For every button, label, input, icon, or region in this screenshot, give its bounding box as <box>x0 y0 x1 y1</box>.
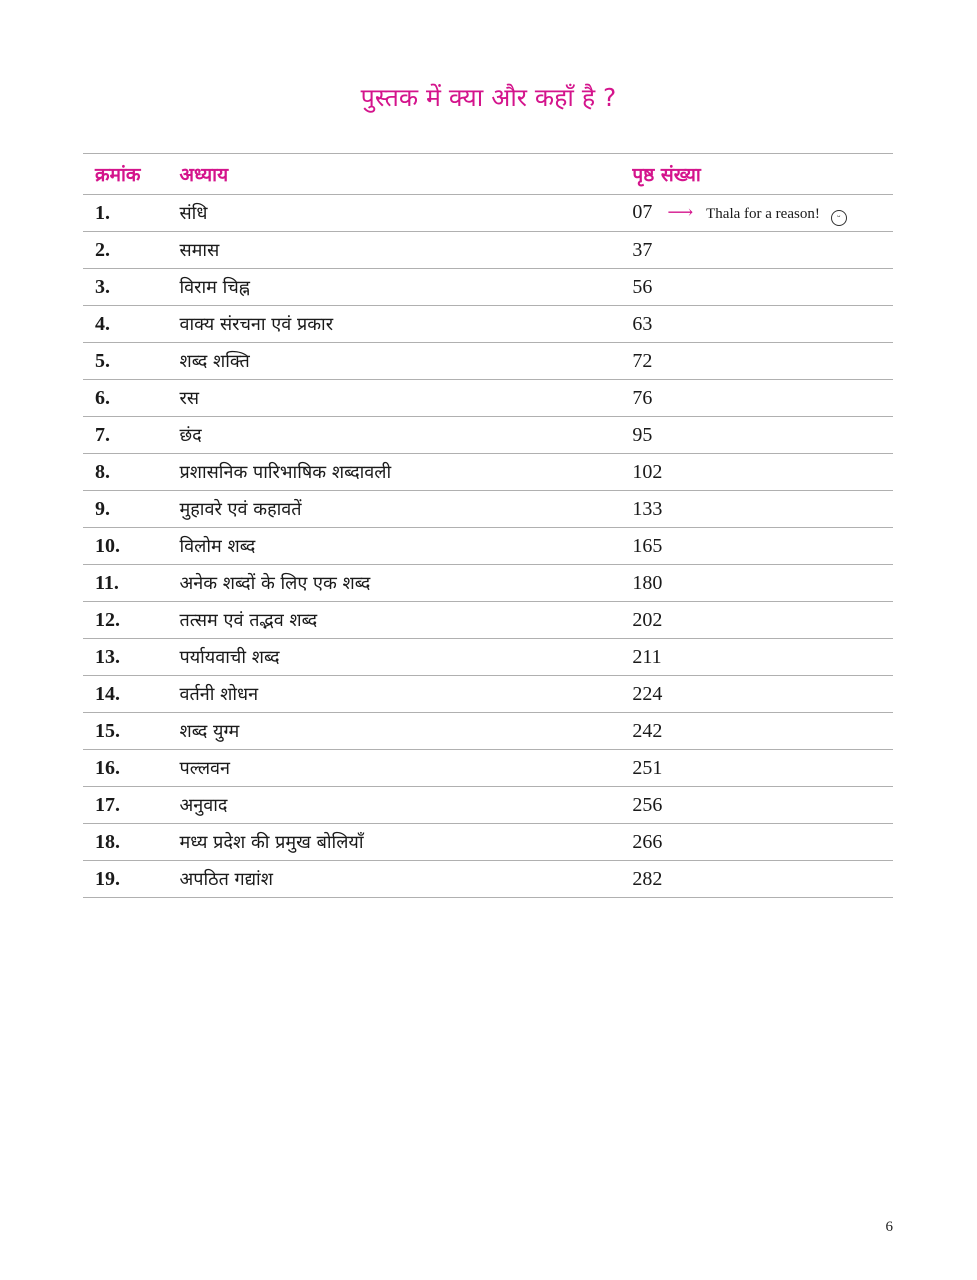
table-row <box>83 306 893 343</box>
table-row <box>83 639 893 676</box>
row-chapter: छंद <box>179 417 620 454</box>
table-row <box>83 491 893 528</box>
table-row <box>83 454 893 491</box>
row-chapter: प्रशासनिक पारिभाषिक शब्दावली <box>179 454 620 491</box>
row-number: 8. <box>83 454 179 491</box>
table-header-row <box>83 154 893 195</box>
page-number: 6 <box>885 1219 893 1235</box>
row-number: 13. <box>83 639 179 676</box>
row-page: 256 <box>620 787 893 824</box>
row-page: 133 <box>620 491 893 528</box>
table-row <box>83 343 893 380</box>
row-number: 17. <box>83 787 179 824</box>
row-number: 10. <box>83 528 179 565</box>
row-number: 7. <box>83 417 179 454</box>
row-number: 1. <box>83 195 179 232</box>
row-chapter: अनुवाद <box>179 787 620 824</box>
row-page: 165 <box>620 528 893 565</box>
table-row <box>83 750 893 787</box>
contents-table <box>83 153 893 898</box>
row-number: 15. <box>83 713 179 750</box>
row-page-cell <box>620 195 893 232</box>
row-page: 07 <box>632 200 653 223</box>
row-chapter: समास <box>179 232 620 269</box>
row-chapter: पल्लवन <box>179 750 620 787</box>
table-row <box>83 713 893 750</box>
row-page: 63 <box>620 306 893 343</box>
row-number: 6. <box>83 380 179 417</box>
row-chapter: विलोम शब्द <box>179 528 620 565</box>
table-row <box>83 380 893 417</box>
table-row <box>83 787 893 824</box>
table-row <box>83 565 893 602</box>
row-page: 180 <box>620 565 893 602</box>
row-chapter: वर्तनी शोधन <box>179 676 620 713</box>
row-page: 266 <box>620 824 893 861</box>
header-number: क्रमांक <box>83 154 179 195</box>
row-page: 202 <box>620 602 893 639</box>
handwritten-note: Thala for a reason! <box>706 205 820 222</box>
row-chapter: विराम चिह्न <box>179 269 620 306</box>
row-page: 76 <box>620 380 893 417</box>
table-row <box>83 861 893 898</box>
row-number: 3. <box>83 269 179 306</box>
row-number: 2. <box>83 232 179 269</box>
row-chapter: शब्द शक्ति <box>179 343 620 380</box>
row-chapter: अपठित गद्यांश <box>179 861 620 898</box>
table-row <box>83 676 893 713</box>
row-number: 16. <box>83 750 179 787</box>
row-page: 102 <box>620 454 893 491</box>
grinning-face-icon: ᵕ <box>831 210 847 226</box>
row-page: 72 <box>620 343 893 380</box>
row-number: 12. <box>83 602 179 639</box>
header-chapter: अध्याय <box>179 154 620 195</box>
row-chapter: संधि <box>179 195 620 232</box>
table-row <box>83 417 893 454</box>
table-row <box>83 232 893 269</box>
row-chapter: तत्सम एवं तद्भव शब्द <box>179 602 620 639</box>
row-page: 37 <box>620 232 893 269</box>
row-page: 211 <box>620 639 893 676</box>
row-number: 18. <box>83 824 179 861</box>
row-number: 4. <box>83 306 179 343</box>
row-number: 11. <box>83 565 179 602</box>
row-page: 251 <box>620 750 893 787</box>
table-row <box>83 269 893 306</box>
table-row <box>83 602 893 639</box>
header-page: पृष्ठ संख्या <box>620 154 893 195</box>
contents-table-body <box>83 195 893 898</box>
table-row <box>83 824 893 861</box>
page-title: पुस्तक में क्या और कहाँ है ? <box>360 83 617 112</box>
row-chapter: वाक्य संरचना एवं प्रकार <box>179 306 620 343</box>
row-page: 95 <box>620 417 893 454</box>
row-number: 14. <box>83 676 179 713</box>
row-chapter: शब्द युग्म <box>179 713 620 750</box>
row-number: 5. <box>83 343 179 380</box>
row-chapter: रस <box>179 380 620 417</box>
row-chapter: पर्यायवाची शब्द <box>179 639 620 676</box>
row-chapter: मुहावरे एवं कहावतें <box>179 491 620 528</box>
row-page: 242 <box>620 713 893 750</box>
row-chapter: मध्य प्रदेश की प्रमुख बोलियाँ <box>179 824 620 861</box>
row-page: 282 <box>620 861 893 898</box>
row-page: 56 <box>620 269 893 306</box>
row-number: 9. <box>83 491 179 528</box>
row-page: 224 <box>620 676 893 713</box>
table-row <box>83 195 893 232</box>
row-number: 19. <box>83 861 179 898</box>
right-arrow-icon: ⟶ <box>667 201 694 222</box>
row-chapter: अनेक शब्दों के लिए एक शब्द <box>179 565 620 602</box>
table-row <box>83 528 893 565</box>
